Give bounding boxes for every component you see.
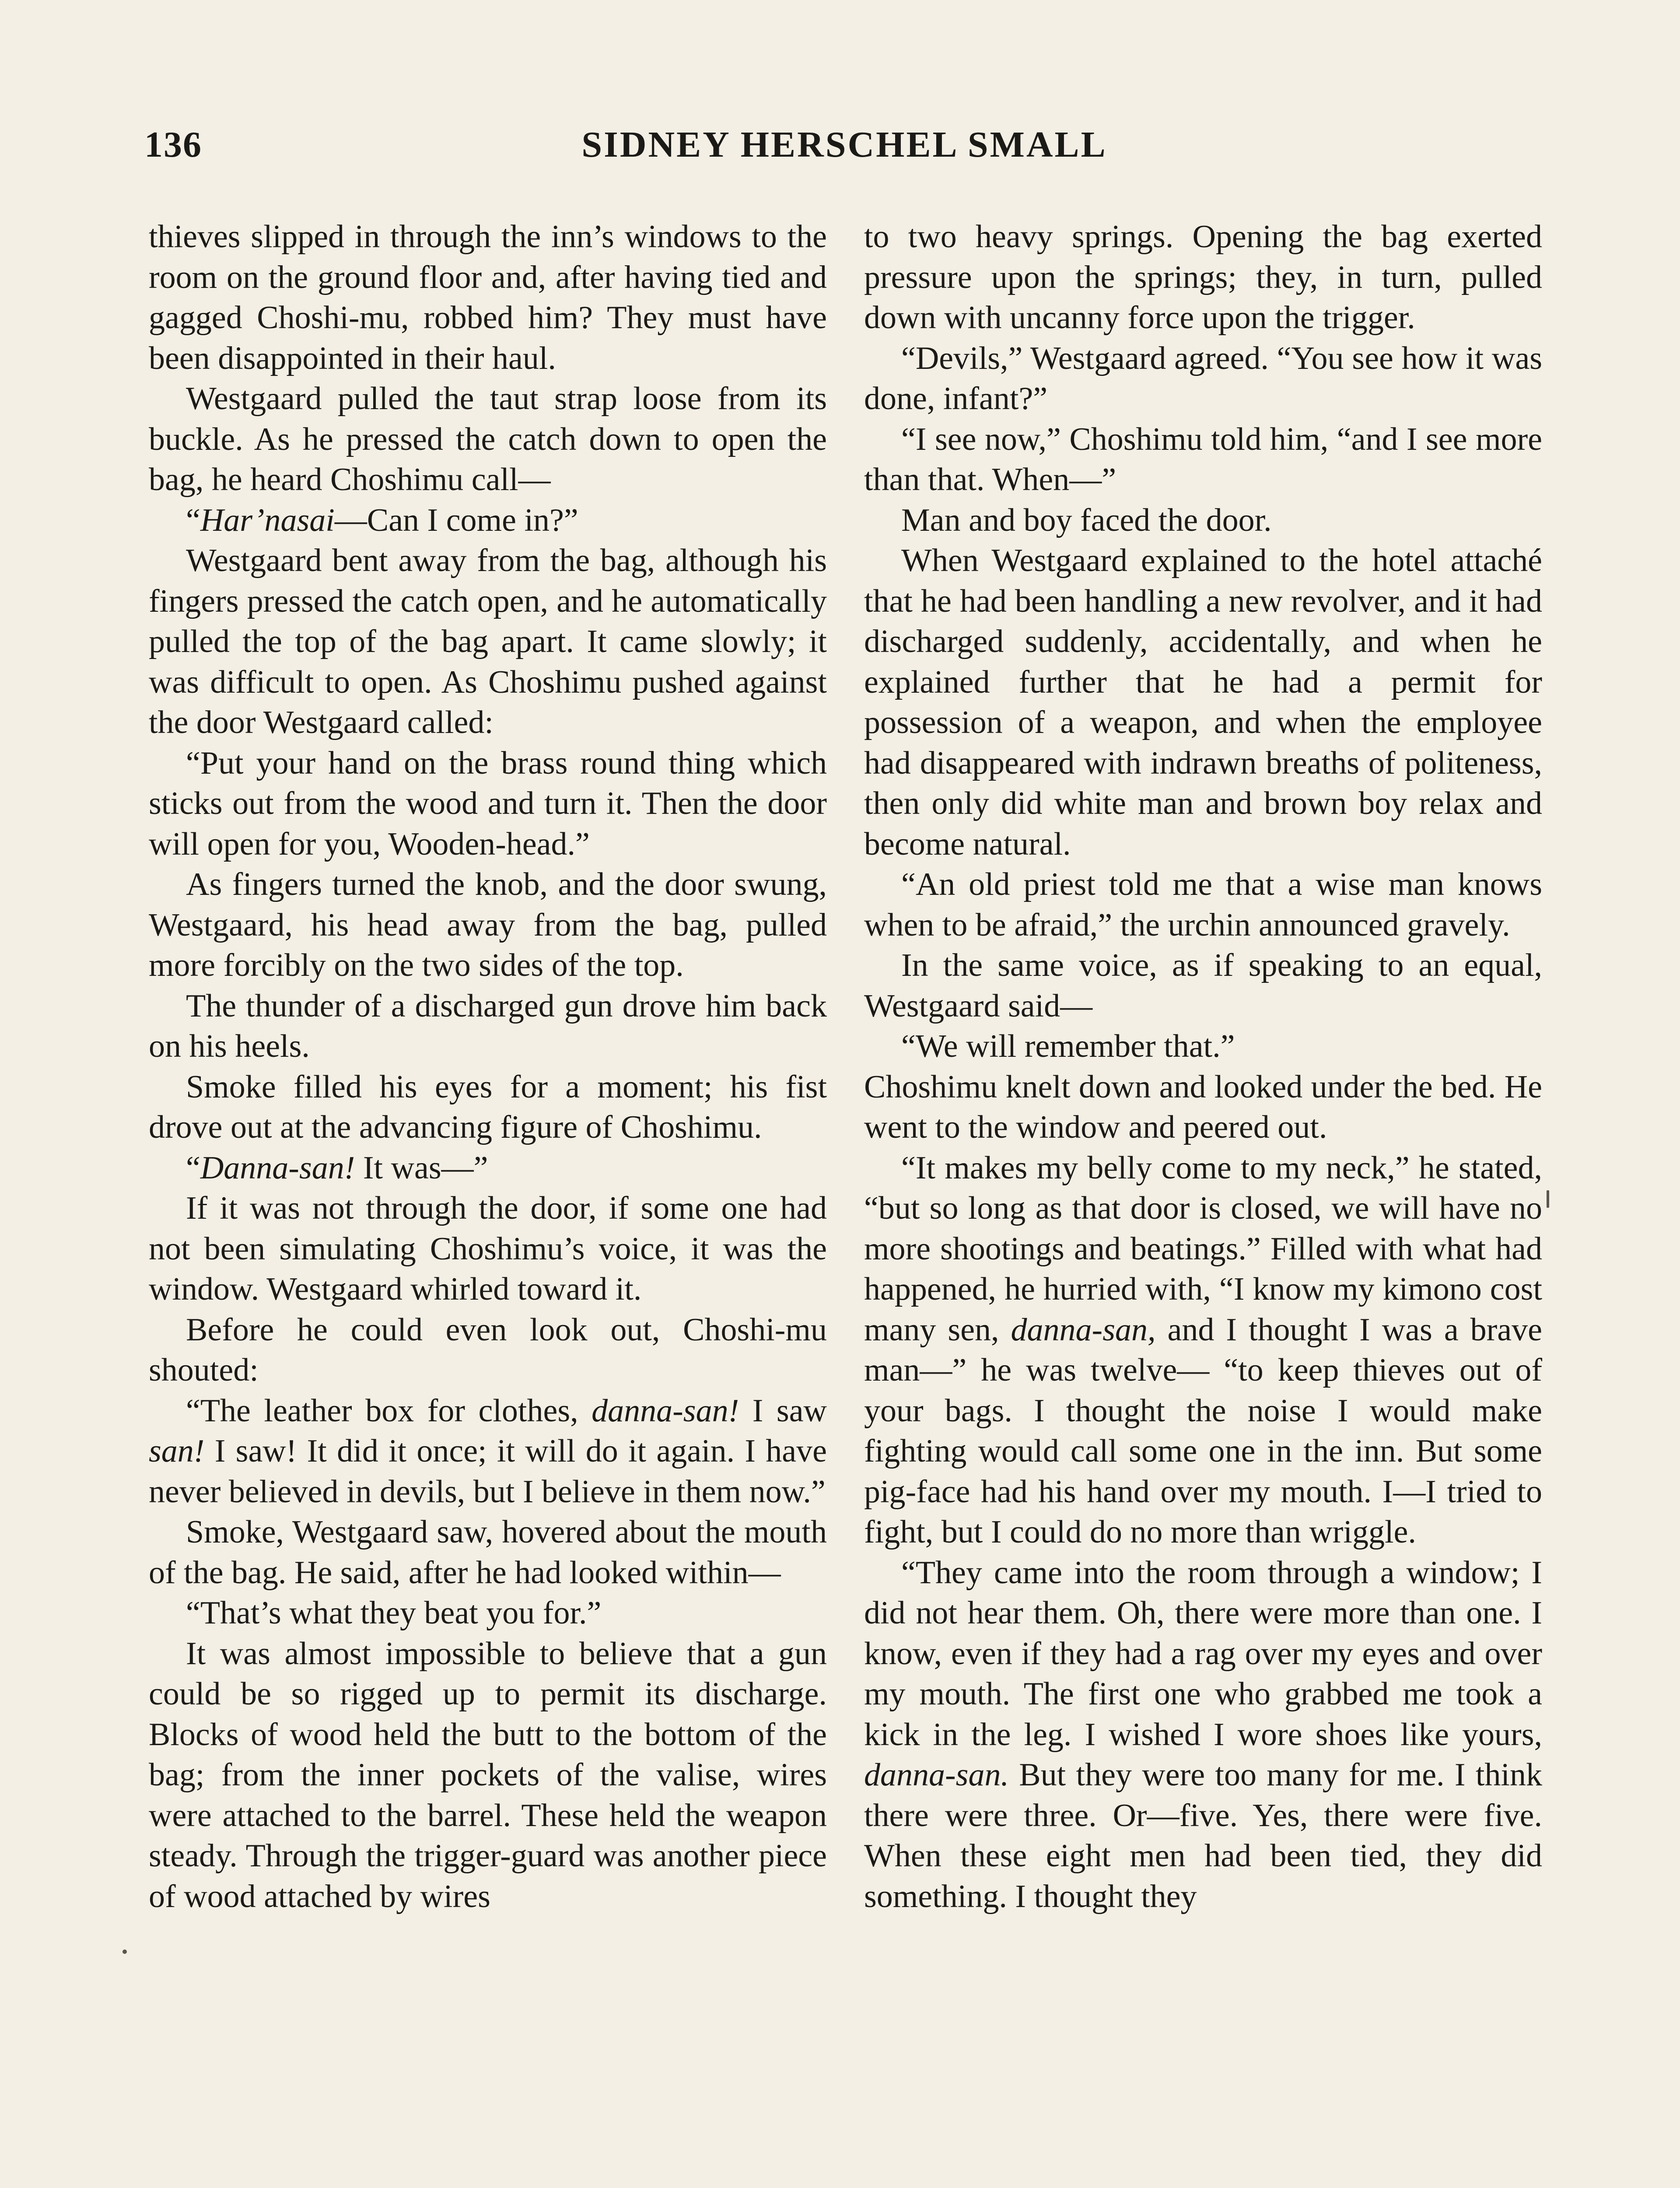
paragraph bbox=[149, 1148, 827, 1189]
italic-word: danna-san. bbox=[864, 1757, 1009, 1793]
paragraph: “That’s what they beat you for.” bbox=[186, 1595, 602, 1631]
paragraph: “An old priest told me that a wise man knows when to be afraid,” the urchin announced gravely. bbox=[864, 866, 1542, 943]
paragraph: “I see now,” Choshimu told him, “and I see more than that. When—” bbox=[864, 421, 1542, 498]
paragraph-text: I saw bbox=[739, 1392, 827, 1429]
paragraph-text: It was—” bbox=[355, 1150, 488, 1186]
paragraph-text: “ bbox=[186, 1150, 200, 1186]
paragraph: In the same voice, as if speaking to an equal, Westgaard said— bbox=[864, 947, 1542, 1024]
right-column bbox=[864, 217, 1542, 1917]
italic-word: danna-san! bbox=[592, 1392, 739, 1429]
left-column bbox=[149, 217, 827, 1917]
paragraph: Smoke, Westgaard saw, hovered about the mouth of the bag. He said, after he had looked within— bbox=[149, 1514, 827, 1591]
page-number: 136 bbox=[144, 124, 202, 165]
paragraph: Man and boy faced the door. bbox=[901, 502, 1272, 538]
page-header bbox=[144, 123, 1544, 176]
paragraph: “Devils,” Westgaard agreed. “You see how it was done, infant?” bbox=[864, 340, 1542, 417]
print-speck bbox=[122, 1950, 127, 1954]
paragraph: “We will remember that.” bbox=[901, 1028, 1235, 1064]
paragraph: When Westgaard explained to the hotel attaché that he had been handling a new revolver, and it had discharged suddenly, accidentally, and when he explained further that he had a permit for possession of a weapon, and when the employee had disappeared with indrawn breaths of politeness, then only did white man and brown boy relax and become natural. bbox=[864, 543, 1542, 862]
paragraph-text: “ bbox=[186, 502, 200, 538]
paragraph: As fingers turned the knob, and the door swung, Westgaard, his head away from the bag, pulled more forcibly on the two sides of the top. bbox=[149, 866, 827, 983]
italic-word: Danna-san! bbox=[200, 1150, 355, 1186]
italic-word: Har’nasai bbox=[200, 502, 335, 538]
paragraph: thieves slipped in through the inn’s windows to the room on the ground floor and, after having tied and gagged Choshi-mu, robbed him? They must have been disappointed in their haul. bbox=[149, 219, 827, 376]
running-head: SIDNEY HERSCHEL SMALL bbox=[581, 124, 1107, 165]
paragraph: If it was not through the door, if some one had not been simulating Choshimu’s voice, it was the window. Westgaard whirled toward it. bbox=[149, 1190, 827, 1307]
paragraph bbox=[864, 1553, 1542, 1917]
paragraph: Smoke filled his eyes for a moment; his fist drove out at the advancing figure of Choshimu. bbox=[149, 1069, 827, 1145]
paragraph: It was almost impossible to believe that a gun could be so rigged up to permit its discharge. Blocks of wood held the butt to the bottom of the bag; from the inner pockets of the valise, wires were attached to the barrel. These held the weapon steady. Through the trigger-guard was another piece of wood attached by wires bbox=[149, 1635, 827, 1914]
paragraph: “Put your hand on the brass round thing which sticks out from the wood and turn it. Then the door will open for you, Wooden-head.” bbox=[149, 745, 827, 862]
print-speck bbox=[1547, 1190, 1549, 1208]
paragraph bbox=[149, 1391, 827, 1512]
paragraph: Choshimu knelt down and looked under the bed. He went to the window and peered out. bbox=[864, 1069, 1542, 1145]
paragraph-text: —Can I come in?” bbox=[334, 502, 578, 538]
italic-word: danna-san, bbox=[1011, 1311, 1156, 1348]
paragraph: The thunder of a discharged gun drove him back on his heels. bbox=[149, 988, 827, 1064]
paragraph-text: “They came into the room through a window; I did not hear them. Oh, there were more than one. I know, even if they had a rag over my eyes and over my mouth. The first one who grabbed me took a kick in the leg. I wished I wore shoes like yours, bbox=[864, 1554, 1542, 1753]
paragraph bbox=[149, 500, 827, 541]
paragraph-text: “The leather box for clothes, bbox=[186, 1392, 592, 1429]
paragraph: Westgaard bent away from the bag, although his fingers pressed the catch open, and he automatically pulled the top of the bag apart. It came slowly; it was difficult to open. As Choshimu pushed against the door Westgaard called: bbox=[149, 543, 827, 740]
paragraph-text: I saw! It did it once; it will do it again. I have never believed in devils, but I believe in them now.” bbox=[149, 1433, 827, 1510]
paragraph-text: But they were too many for me. I think there were three. Or—five. Yes, there were five. When these eight men had been tied, they did something. I thought they bbox=[864, 1757, 1542, 1914]
paragraph-text: “It makes my belly come to my neck,” he stated, “but so long as that door is closed, we will have no more shootings and beatings.” Filled with what had happened, he hurried with, “I know my kimono cost many sen, bbox=[864, 1150, 1542, 1348]
paragraph: Before he could even look out, Choshi-mu shouted: bbox=[149, 1311, 827, 1388]
paragraph bbox=[864, 1148, 1542, 1553]
paragraph-text: and I thought I was a brave man—” he was twelve— “to keep thieves out of your bags. I thought the noise I would make fighting would call some one in the inn. But some pig-face had his hand over my mouth. I—I tried to fight, but I could do no more than wriggle. bbox=[864, 1311, 1542, 1550]
paragraph: Westgaard pulled the taut strap loose from its buckle. As he pressed the catch down to open the bag, he heard Choshimu call— bbox=[149, 381, 827, 498]
italic-word: san! bbox=[149, 1433, 205, 1469]
paragraph: to two heavy springs. Opening the bag exerted pressure upon the springs; they, in turn, pulled down with uncanny force upon the trigger. bbox=[864, 219, 1542, 336]
